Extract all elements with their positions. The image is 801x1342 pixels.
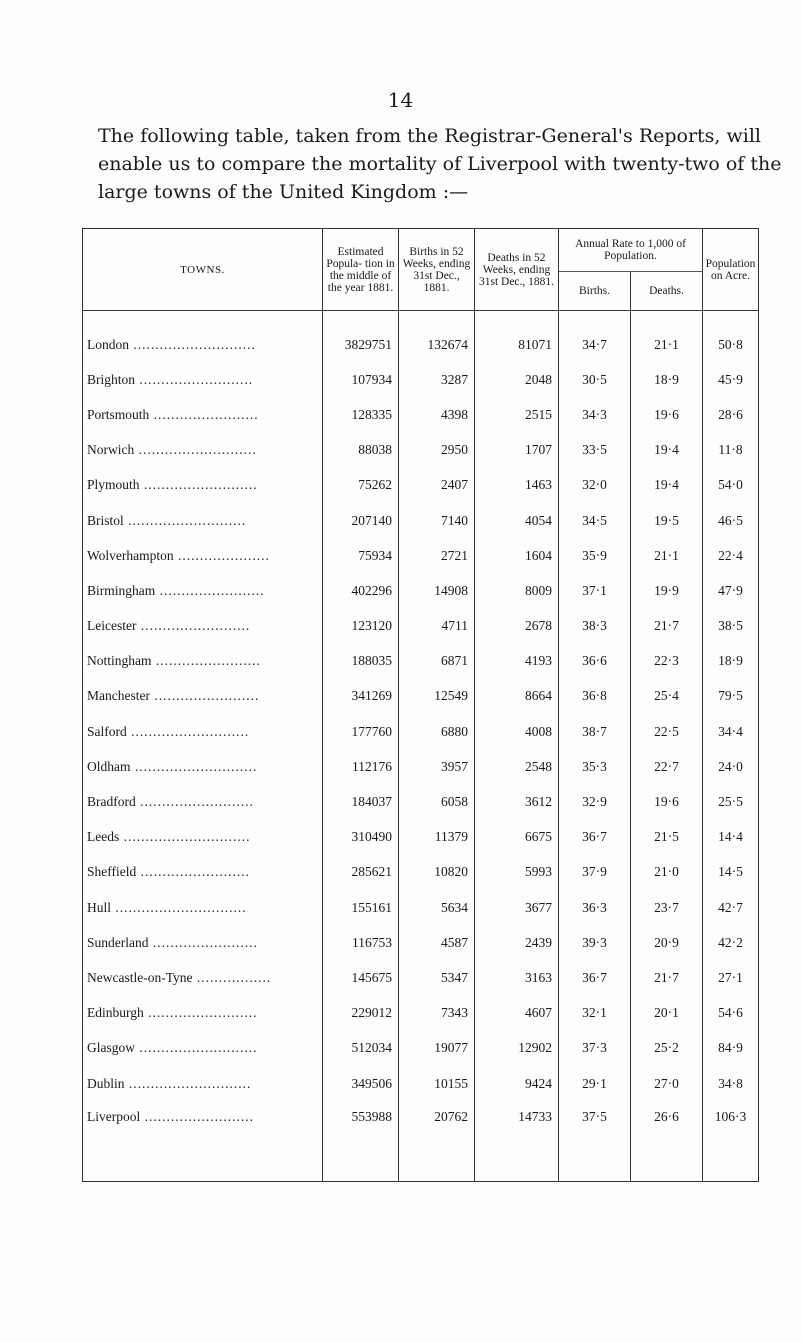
births-cell: 10155 (399, 1066, 475, 1101)
table-row (83, 644, 759, 679)
density-cell: 79·5 (703, 679, 759, 714)
birth-rate-cell: 36·3 (559, 890, 631, 925)
page-number: 14 (387, 88, 414, 112)
birth-rate-cell: 32·0 (559, 468, 631, 503)
leader-dots: ........................... (134, 442, 257, 458)
leader-dots: ......................... (143, 1005, 258, 1021)
births-cell: 12549 (399, 679, 475, 714)
births-cell: 3287 (399, 362, 475, 397)
town-name: Bristol (87, 512, 124, 528)
leader-dots: ......................... (136, 864, 250, 880)
birth-rate-cell: 37·3 (559, 1031, 631, 1066)
leader-dots: ........................ (149, 406, 259, 422)
density-cell: 34·8 (703, 1066, 759, 1101)
birth-rate-cell: 34·7 (559, 311, 631, 363)
town-cell (83, 573, 323, 608)
town-cell (83, 890, 323, 925)
deaths-cell: 8664 (475, 679, 559, 714)
birth-rate-cell: 30·5 (559, 362, 631, 397)
births-cell: 6058 (399, 784, 475, 819)
death-rate-cell: 22·7 (631, 749, 703, 784)
deaths-cell: 4008 (475, 714, 559, 749)
death-rate-cell: 21·1 (631, 538, 703, 573)
density-cell: 18·9 (703, 644, 759, 679)
table-row (83, 468, 759, 503)
population-cell: 341269 (323, 679, 399, 714)
population-cell: 75934 (323, 538, 399, 573)
town-cell (83, 644, 323, 679)
birth-rate-cell: 35·9 (559, 538, 631, 573)
deaths-cell: 3677 (475, 890, 559, 925)
leader-dots: ......................... (136, 618, 251, 634)
deaths-cell: 3612 (475, 784, 559, 819)
leader-dots: ........................... (123, 512, 247, 528)
population-cell: 310490 (323, 820, 399, 855)
table-row (83, 890, 759, 925)
table-row (83, 538, 759, 573)
town-name: Hull (87, 899, 112, 915)
births-cell: 4398 (399, 397, 475, 432)
deaths-cell: 5993 (475, 855, 559, 890)
births-cell: 132674 (399, 311, 475, 363)
table-row (83, 960, 759, 995)
town-name: Brighton (87, 371, 136, 387)
town-name: Oldham (87, 758, 131, 774)
death-rate-cell: 19·9 (631, 573, 703, 608)
population-cell: 207140 (323, 503, 399, 538)
table-row (83, 855, 759, 890)
header-density: Population on Acre. (703, 229, 759, 311)
town-cell (83, 925, 323, 960)
births-cell: 2407 (399, 468, 475, 503)
death-rate-cell: 21·0 (631, 855, 703, 890)
mortality-table (82, 228, 759, 1182)
town-cell (83, 468, 323, 503)
population-cell: 402296 (323, 573, 399, 608)
town-cell (83, 397, 323, 432)
death-rate-cell: 21·7 (631, 609, 703, 644)
density-cell: 14·5 (703, 855, 759, 890)
death-rate-cell: 22·3 (631, 644, 703, 679)
death-rate-cell: 25·2 (631, 1031, 703, 1066)
table-body (83, 311, 759, 1182)
table-row (83, 311, 759, 363)
density-cell: 24·0 (703, 749, 759, 784)
births-cell: 11379 (399, 820, 475, 855)
deaths-cell: 4054 (475, 503, 559, 538)
town-name: Birmingham (87, 582, 156, 598)
town-cell (83, 538, 323, 573)
town-name: Leicester (87, 618, 137, 634)
table-row (83, 714, 759, 749)
death-rate-cell: 19·4 (631, 433, 703, 468)
death-rate-cell: 22·5 (631, 714, 703, 749)
density-cell: 42·7 (703, 890, 759, 925)
birth-rate-cell: 37·5 (559, 1101, 631, 1182)
leader-dots: .......................... (135, 371, 254, 387)
town-name: Bradford (87, 794, 136, 810)
table-row (83, 1101, 759, 1182)
deaths-cell: 2515 (475, 397, 559, 432)
birth-rate-cell: 32·9 (559, 784, 631, 819)
deaths-cell: 2048 (475, 362, 559, 397)
birth-rate-cell: 39·3 (559, 925, 631, 960)
town-name: Leeds (87, 829, 120, 845)
death-rate-cell: 19·6 (631, 397, 703, 432)
header-annual-rate: Annual Rate to 1,000 of Population. (559, 229, 703, 272)
town-cell (83, 503, 323, 538)
table-row (83, 925, 759, 960)
density-cell: 14·4 (703, 820, 759, 855)
population-cell: 3829751 (323, 311, 399, 363)
header-rate-births: Births. (559, 272, 631, 311)
death-rate-cell: 19·6 (631, 784, 703, 819)
population-cell: 229012 (323, 996, 399, 1031)
leader-dots: .............................. (111, 899, 247, 915)
births-cell: 6871 (399, 644, 475, 679)
birth-rate-cell: 34·3 (559, 397, 631, 432)
population-cell: 349506 (323, 1066, 399, 1101)
deaths-cell: 12902 (475, 1031, 559, 1066)
table-row (83, 609, 759, 644)
table-row (83, 996, 759, 1031)
births-cell: 14908 (399, 573, 475, 608)
town-name: Edinburgh (87, 1005, 144, 1021)
table-row (83, 679, 759, 714)
table-row (83, 573, 759, 608)
death-rate-cell: 26·6 (631, 1101, 703, 1182)
header-births: Births in 52 Weeks, ending 31st Dec., 1881. (399, 229, 475, 311)
birth-rate-cell: 34·5 (559, 503, 631, 538)
birth-rate-cell: 38·7 (559, 714, 631, 749)
deaths-cell: 2439 (475, 925, 559, 960)
births-cell: 10820 (399, 855, 475, 890)
population-cell: 285621 (323, 855, 399, 890)
leader-dots: .......................... (135, 794, 254, 810)
birth-rate-cell: 33·5 (559, 433, 631, 468)
table-row (83, 397, 759, 432)
birth-rate-cell: 32·1 (559, 996, 631, 1031)
population-cell: 107934 (323, 362, 399, 397)
death-rate-cell: 21·7 (631, 960, 703, 995)
population-cell: 112176 (323, 749, 399, 784)
density-cell: 47·9 (703, 573, 759, 608)
header-rate-deaths: Deaths. (631, 272, 703, 311)
deaths-cell: 2678 (475, 609, 559, 644)
population-cell: 128335 (323, 397, 399, 432)
leader-dots: ............................. (119, 829, 251, 845)
deaths-cell: 3163 (475, 960, 559, 995)
births-cell: 6880 (399, 714, 475, 749)
density-cell: 46·5 (703, 503, 759, 538)
header-towns: TOWNS. (83, 229, 323, 311)
table-row (83, 749, 759, 784)
population-cell: 88038 (323, 433, 399, 468)
town-cell (83, 311, 323, 363)
leader-dots: ........................ (155, 582, 265, 598)
town-name: Plymouth (87, 477, 140, 493)
leader-dots: ........................ (151, 653, 261, 669)
town-name: Wolverhampton (87, 547, 174, 563)
death-rate-cell: 21·1 (631, 311, 703, 363)
town-cell (83, 609, 323, 644)
table-row (83, 362, 759, 397)
header-population: Estimated Popula- tion in the middle of the year 1881. (323, 229, 399, 311)
deaths-cell: 8009 (475, 573, 559, 608)
leader-dots: ........................... (135, 1040, 258, 1056)
density-cell: 22·4 (703, 538, 759, 573)
birth-rate-cell: 35·3 (559, 749, 631, 784)
density-cell: 42·2 (703, 925, 759, 960)
town-cell (83, 996, 323, 1031)
table-row (83, 1031, 759, 1066)
table-row (83, 503, 759, 538)
birth-rate-cell: 29·1 (559, 1066, 631, 1101)
death-rate-cell: 20·9 (631, 925, 703, 960)
town-name: Sunderland (87, 934, 149, 950)
death-rate-cell: 27·0 (631, 1066, 703, 1101)
density-cell: 25·5 (703, 784, 759, 819)
deaths-cell: 2548 (475, 749, 559, 784)
birth-rate-cell: 36·7 (559, 820, 631, 855)
births-cell: 3957 (399, 749, 475, 784)
town-cell (83, 1066, 323, 1101)
leader-dots: ................. (192, 969, 272, 985)
death-rate-cell: 18·9 (631, 362, 703, 397)
births-cell: 7140 (399, 503, 475, 538)
town-cell (83, 784, 323, 819)
table-row (83, 784, 759, 819)
town-cell (83, 749, 323, 784)
town-cell (83, 960, 323, 995)
deaths-cell: 9424 (475, 1066, 559, 1101)
population-cell: 75262 (323, 468, 399, 503)
leader-dots: ..................... (173, 547, 270, 563)
header-deaths: Deaths in 52 Weeks, ending 31st Dec., 1881. (475, 229, 559, 311)
town-name: Nottingham (87, 653, 152, 669)
town-cell (83, 714, 323, 749)
births-cell: 4711 (399, 609, 475, 644)
density-cell: 54·0 (703, 468, 759, 503)
town-cell (83, 433, 323, 468)
birth-rate-cell: 36·7 (559, 960, 631, 995)
births-cell: 5634 (399, 890, 475, 925)
birth-rate-cell: 36·8 (559, 679, 631, 714)
intro-paragraph: The following table, taken from the Registrar-General's Reports, will enable us to compare the mortality of Liverpool with twenty-two of the large towns of the United Kingdom :— (98, 125, 782, 203)
birth-rate-cell: 37·1 (559, 573, 631, 608)
density-cell: 38·5 (703, 609, 759, 644)
leader-dots: ......................... (140, 1109, 254, 1125)
births-cell: 2950 (399, 433, 475, 468)
birth-rate-cell: 38·3 (559, 609, 631, 644)
population-cell: 184037 (323, 784, 399, 819)
deaths-cell: 4193 (475, 644, 559, 679)
leader-dots: ........................ (148, 934, 258, 950)
births-cell: 4587 (399, 925, 475, 960)
density-cell: 34·4 (703, 714, 759, 749)
table-header (83, 229, 759, 311)
density-cell: 84·9 (703, 1031, 759, 1066)
leader-dots: ............................ (130, 758, 258, 774)
density-cell: 11·8 (703, 433, 759, 468)
population-cell: 188035 (323, 644, 399, 679)
death-rate-cell: 19·5 (631, 503, 703, 538)
deaths-cell: 4607 (475, 996, 559, 1031)
population-cell: 123120 (323, 609, 399, 644)
population-cell: 512034 (323, 1031, 399, 1066)
town-name: Sheffield (87, 864, 137, 880)
population-cell: 177760 (323, 714, 399, 749)
town-cell (83, 679, 323, 714)
town-name: Portsmouth (87, 406, 150, 422)
density-cell: 54·6 (703, 996, 759, 1031)
population-cell: 145675 (323, 960, 399, 995)
table-row (83, 820, 759, 855)
death-rate-cell: 20·1 (631, 996, 703, 1031)
births-cell: 2721 (399, 538, 475, 573)
town-cell (83, 1031, 323, 1066)
deaths-cell: 14733 (475, 1101, 559, 1182)
deaths-cell: 1604 (475, 538, 559, 573)
table-row (83, 1066, 759, 1101)
birth-rate-cell: 37·9 (559, 855, 631, 890)
death-rate-cell: 25·4 (631, 679, 703, 714)
density-cell: 28·6 (703, 397, 759, 432)
town-cell (83, 855, 323, 890)
town-name: Norwich (87, 442, 135, 458)
population-cell: 553988 (323, 1101, 399, 1182)
density-cell: 45·9 (703, 362, 759, 397)
deaths-cell: 6675 (475, 820, 559, 855)
leader-dots: ............................ (129, 336, 256, 352)
town-name: Dublin (87, 1075, 125, 1091)
density-cell: 106·3 (703, 1101, 759, 1182)
leader-dots: .......................... (139, 477, 258, 493)
town-name: Salford (87, 723, 127, 739)
leader-dots: ........................... (126, 723, 250, 739)
town-name: London (87, 336, 129, 352)
town-cell (83, 362, 323, 397)
death-rate-cell: 19·4 (631, 468, 703, 503)
table-row (83, 433, 759, 468)
birth-rate-cell: 36·6 (559, 644, 631, 679)
death-rate-cell: 23·7 (631, 890, 703, 925)
births-cell: 5347 (399, 960, 475, 995)
death-rate-cell: 21·5 (631, 820, 703, 855)
density-cell: 27·1 (703, 960, 759, 995)
population-cell: 116753 (323, 925, 399, 960)
deaths-cell: 1463 (475, 468, 559, 503)
town-name: Glasgow (87, 1040, 135, 1056)
town-cell (83, 1101, 323, 1182)
town-name: Newcastle-on-Tyne (87, 969, 193, 985)
births-cell: 7343 (399, 996, 475, 1031)
town-name: Liverpool (87, 1109, 141, 1125)
town-name: Manchester (87, 688, 150, 704)
deaths-cell: 1707 (475, 433, 559, 468)
births-cell: 20762 (399, 1101, 475, 1182)
town-cell (83, 820, 323, 855)
density-cell: 50·8 (703, 311, 759, 363)
leader-dots: ........................ (149, 688, 260, 704)
leader-dots: ............................ (124, 1075, 252, 1091)
births-cell: 19077 (399, 1031, 475, 1066)
deaths-cell: 81071 (475, 311, 559, 363)
population-cell: 155161 (323, 890, 399, 925)
